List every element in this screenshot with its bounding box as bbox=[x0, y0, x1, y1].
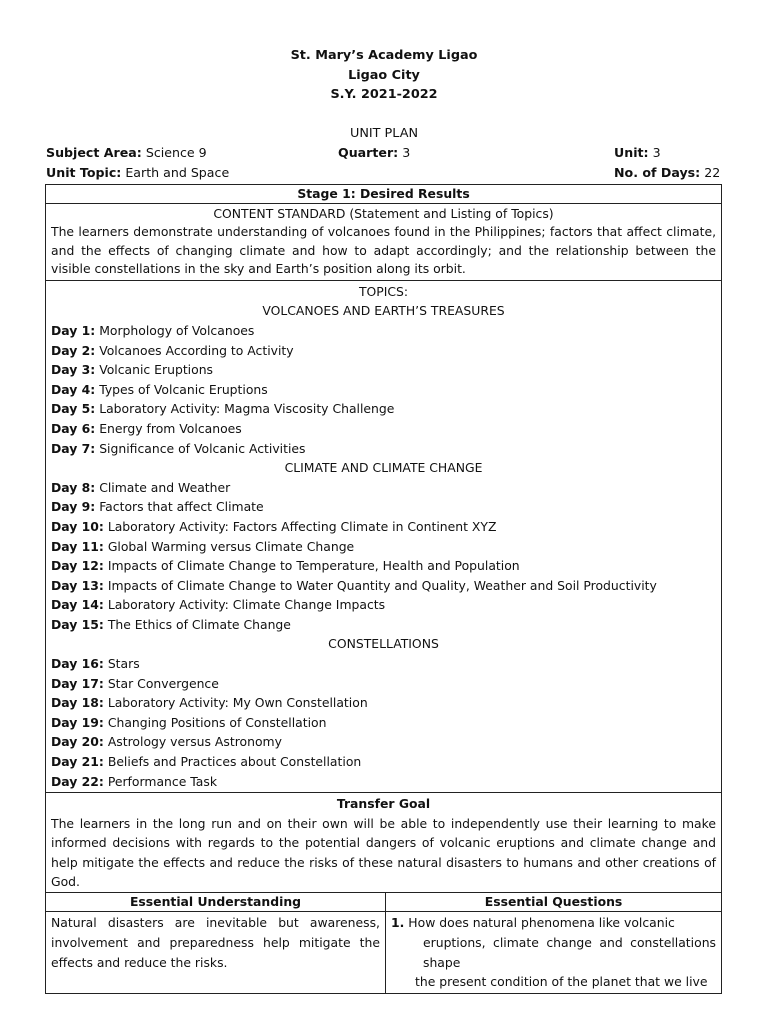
day-topic: Laboratory Activity: Factors Affecting Climate in Continent XYZ bbox=[107, 518, 497, 534]
topic-day-item bbox=[51, 497, 716, 517]
transfer-goal-label: Transfer Goal bbox=[336, 796, 431, 812]
eu-text: Natural disasters are inevitable but awareness, involvement and preparedness help mitigate the effects and reduce the risks. bbox=[46, 912, 386, 993]
day-topic: Star Convergence bbox=[107, 675, 219, 691]
topic-label: Unit Topic: bbox=[46, 165, 122, 180]
day-label: Day 15: bbox=[51, 616, 104, 632]
topic-day-item bbox=[51, 615, 716, 635]
day-label: Day 3: bbox=[51, 362, 96, 378]
content-standard-note: (Statement and Listing of Topics) bbox=[349, 206, 554, 221]
day-label: Day 11: bbox=[51, 538, 104, 554]
eq-line-3: the present condition of the planet that we live bbox=[415, 974, 708, 990]
topic-day-item bbox=[51, 399, 716, 419]
day-topic: Volcanic Eruptions bbox=[99, 362, 214, 378]
number-of-days bbox=[614, 165, 720, 180]
unit bbox=[614, 145, 661, 160]
subject-label: Subject Area: bbox=[46, 145, 142, 160]
topic-day-item bbox=[51, 341, 716, 361]
unit-plan-table bbox=[45, 184, 722, 994]
topic-day-item bbox=[51, 772, 716, 792]
topic-day-item bbox=[51, 674, 716, 694]
eq-cell bbox=[386, 912, 722, 993]
day-label: Day 2: bbox=[51, 342, 96, 358]
day-topic: Climate and Weather bbox=[99, 479, 231, 495]
document-header bbox=[0, 46, 768, 105]
day-topic: Astrology versus Astronomy bbox=[107, 734, 282, 750]
school-year: S.Y. 2021-2022 bbox=[330, 87, 438, 102]
info-row-1 bbox=[46, 145, 722, 165]
topic-day-item bbox=[51, 380, 716, 400]
stage1-title: Stage 1: Desired Results bbox=[46, 185, 722, 204]
topic-section-title: VOLCANOES AND EARTH’S TREASURES bbox=[262, 303, 505, 319]
day-label: Day 14: bbox=[51, 597, 104, 613]
day-label: Day 10: bbox=[51, 518, 104, 534]
content-standard-row bbox=[46, 204, 722, 281]
day-label: Day 21: bbox=[51, 754, 104, 770]
topic-day-item bbox=[51, 537, 716, 557]
unit-value: 3 bbox=[652, 145, 661, 160]
day-label: Day 13: bbox=[51, 577, 104, 593]
topic-day-item bbox=[51, 693, 716, 713]
day-topic: Changing Positions of Constellation bbox=[107, 714, 327, 730]
topics-cell bbox=[46, 280, 722, 792]
day-label: Day 4: bbox=[51, 381, 96, 397]
topic-day-item bbox=[51, 576, 716, 596]
day-topic: Performance Task bbox=[107, 773, 218, 789]
day-label: Day 7: bbox=[51, 440, 96, 456]
topic-section-title: CONSTELLATIONS bbox=[328, 636, 439, 652]
day-topic: The Ethics of Climate Change bbox=[107, 616, 291, 632]
day-topic: Beliefs and Practices about Constellation bbox=[107, 754, 362, 770]
essentials-row bbox=[46, 912, 722, 993]
eq-item-1-line-1 bbox=[391, 913, 716, 933]
day-label: Day 22: bbox=[51, 773, 104, 789]
transfer-goal-cell bbox=[46, 793, 722, 893]
day-label: Day 19: bbox=[51, 714, 104, 730]
days-label: No. of Days: bbox=[614, 165, 701, 180]
eq-line-1: How does natural phenomena like volcanic bbox=[408, 915, 675, 931]
info-row-2 bbox=[46, 165, 722, 185]
day-label: Day 17: bbox=[51, 675, 104, 691]
content-standard-label: CONTENT STANDARD bbox=[213, 206, 346, 221]
subject-value: Science 9 bbox=[145, 145, 207, 160]
day-label: Day 18: bbox=[51, 695, 104, 711]
document-title: UNIT PLAN bbox=[349, 126, 419, 141]
day-label: Day 20: bbox=[51, 734, 104, 750]
city-name: Ligao City bbox=[348, 67, 420, 83]
quarter-label: Quarter: bbox=[338, 145, 399, 160]
transfer-goal-text: The learners in the long run and on their own will be able to independently use their learning to make informed decisions with regards to the potential dangers of volcanic eruptions and climate change and help mitigate the effects and reduce the risks of these natural disasters to humans and other creations of God. bbox=[51, 815, 717, 890]
topic-day-item bbox=[51, 713, 716, 733]
day-topic: Volcanoes According to Activity bbox=[99, 342, 294, 358]
eq-label: Essential Questions bbox=[386, 893, 722, 912]
topics-label: TOPICS: bbox=[358, 283, 409, 299]
day-topic: Types of Volcanic Eruptions bbox=[99, 381, 268, 397]
topic-day-item bbox=[51, 478, 716, 498]
topic-day-item bbox=[51, 321, 716, 341]
day-label: Day 9: bbox=[51, 499, 96, 515]
eq-number: 1. bbox=[391, 915, 405, 931]
content-standard-heading bbox=[51, 205, 716, 223]
day-topic: Stars bbox=[107, 656, 140, 672]
day-topic: Global Warming versus Climate Change bbox=[107, 538, 355, 554]
day-topic: Laboratory Activity: My Own Constellation bbox=[107, 695, 368, 711]
day-label: Day 5: bbox=[51, 401, 96, 417]
day-topic: Factors that affect Climate bbox=[99, 499, 264, 515]
day-topic: Morphology of Volcanoes bbox=[99, 322, 255, 338]
topic-day-item bbox=[51, 654, 716, 674]
topic-day-item bbox=[51, 595, 716, 615]
topic-day-item bbox=[51, 517, 716, 537]
days-value: 22 bbox=[704, 165, 721, 180]
content-standard-cell bbox=[46, 204, 722, 281]
day-topic: Significance of Volcanic Activities bbox=[99, 440, 306, 456]
subject-area bbox=[46, 145, 207, 160]
topic-day-item bbox=[51, 732, 716, 752]
day-label: Day 1: bbox=[51, 322, 96, 338]
topic-day-item bbox=[51, 556, 716, 576]
eq-line-2: eruptions, climate change and constellations shape bbox=[423, 935, 717, 970]
transfer-goal-row bbox=[46, 793, 722, 893]
essentials-header-row bbox=[46, 893, 722, 912]
day-topic: Impacts of Climate Change to Water Quantity and Quality, Weather and Soil Productivity bbox=[107, 577, 657, 593]
topics-row bbox=[46, 280, 722, 792]
day-label: Day 12: bbox=[51, 558, 104, 574]
unit-label: Unit: bbox=[614, 145, 649, 160]
day-topic: Laboratory Activity: Magma Viscosity Challenge bbox=[99, 401, 395, 417]
day-label: Day 8: bbox=[51, 479, 96, 495]
day-label: Day 16: bbox=[51, 656, 104, 672]
quarter-value: 3 bbox=[402, 145, 411, 160]
quarter bbox=[338, 145, 410, 160]
topic-value: Earth and Space bbox=[125, 165, 230, 180]
day-label: Day 6: bbox=[51, 420, 96, 436]
day-topic: Energy from Volcanoes bbox=[99, 420, 242, 436]
day-topic: Impacts of Climate Change to Temperature, Health and Population bbox=[107, 558, 520, 574]
topic-day-item bbox=[51, 752, 716, 772]
stage1-title-row bbox=[46, 185, 722, 204]
day-topic: Laboratory Activity: Climate Change Impacts bbox=[107, 597, 386, 613]
school-name: St. Mary’s Academy Ligao bbox=[290, 48, 478, 63]
topic-day-item bbox=[51, 360, 716, 380]
eu-label: Essential Understanding bbox=[46, 893, 386, 912]
unit-topic bbox=[46, 165, 229, 180]
topic-section-title: CLIMATE AND CLIMATE CHANGE bbox=[284, 460, 483, 476]
content-standard-text: The learners demonstrate understanding of volcanoes found in the Philippines; factors that affect climate, and the effects of changing climate and how to adapt accordingly; and the relationship between the visible constellations in the sky and Earth’s position along its orbit. bbox=[51, 224, 717, 277]
topic-day-item bbox=[51, 439, 716, 459]
topic-day-item bbox=[51, 419, 716, 439]
